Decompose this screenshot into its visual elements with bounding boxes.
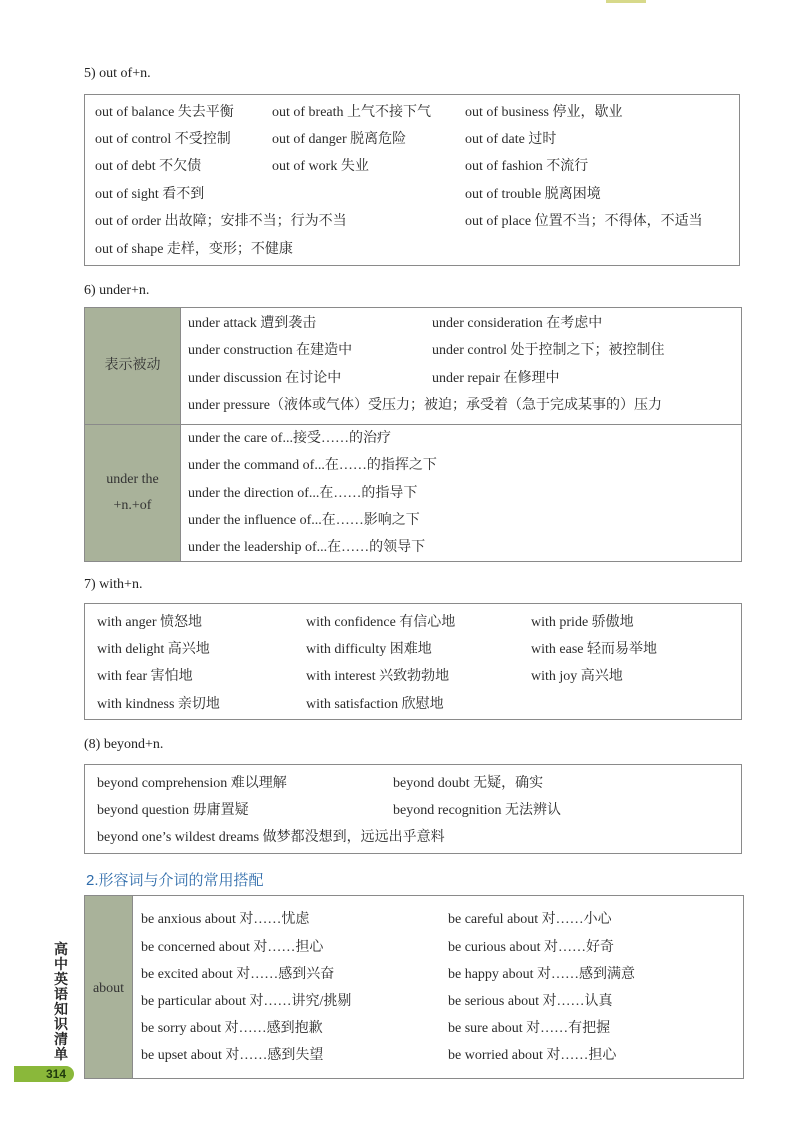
about-label: about (92, 981, 125, 996)
phrase-item: with confidence 有信心地 (306, 615, 456, 630)
side-title-char: 知 (54, 1002, 68, 1018)
side-title-char: 高 (54, 942, 68, 958)
phrase-item: under repair 在修理中 (432, 371, 560, 386)
phrase-item: out of place 位置不当；不得体，不适当 (465, 214, 703, 229)
phrase-item: out of control 不受控制 (95, 132, 231, 147)
phrase-item: under pressure（液体或气体）受压力；被迫；承受着（急于完成某事的）压力 (188, 398, 663, 413)
phrase-item: under the care of...接受……的治疗 (188, 431, 391, 446)
phrase-item: with kindness 亲切地 (97, 697, 220, 712)
phrase-item: beyond one’s wildest dreams 做梦都没想到，远远出乎意料 (97, 830, 445, 845)
phrase-item: be sure about 对……有把握 (448, 1021, 611, 1036)
phrase-item: out of fashion 不流行 (465, 159, 589, 174)
phrase-item: with joy 高兴地 (531, 669, 623, 684)
phrase-item: be concerned about 对……担心 (141, 940, 324, 955)
under-the-label-line1: under the (106, 472, 159, 487)
phrase-item: be particular about 对……讲究/挑剔 (141, 994, 352, 1009)
phrase-item: out of order 出故障；安排不当；行为不当 (95, 214, 347, 229)
phrase-item: with delight 高兴地 (97, 642, 210, 657)
section-7-heading: 7) with+n. (84, 577, 143, 592)
phrase-item: be serious about 对……认真 (448, 994, 613, 1009)
phrase-item: out of breath 上气不接下气 (272, 105, 432, 120)
side-title-char: 单 (54, 1047, 68, 1063)
phrase-item: out of shape 走样，变形；不健康 (95, 242, 293, 257)
side-title-char: 清 (54, 1032, 68, 1048)
top-decoration (606, 0, 646, 3)
phrase-item: out of debt 不欠债 (95, 159, 202, 174)
phrase-item: with pride 骄傲地 (531, 615, 634, 630)
phrase-item: out of date 过时 (465, 132, 557, 147)
under-the-label-cell (85, 425, 181, 561)
phrase-item: with interest 兴致勃勃地 (306, 669, 450, 684)
phrase-item: under the direction of...在……的指导下 (188, 486, 418, 501)
phrase-item: be anxious about 对……忧虑 (141, 912, 310, 927)
phrase-item: out of balance 失去平衡 (95, 105, 234, 120)
side-title-char: 识 (54, 1017, 68, 1033)
phrase-item: under discussion 在讨论中 (188, 371, 342, 386)
page-number: 314 (14, 1066, 74, 1082)
phrase-item: out of trouble 脱离困境 (465, 187, 601, 202)
section-5-heading: 5) out of+n. (84, 66, 151, 81)
side-title-char: 中 (54, 957, 68, 973)
section-6-heading: 6) under+n. (84, 283, 150, 298)
phrase-item: with satisfaction 欣慰地 (306, 697, 444, 712)
phrase-item: beyond comprehension 难以理解 (97, 776, 287, 791)
side-title-char: 语 (54, 987, 68, 1003)
phrase-item: out of danger 脱离危险 (272, 132, 407, 147)
phrase-item: be excited about 对……感到兴奋 (141, 967, 335, 982)
phrase-item: beyond recognition 无法辨认 (393, 803, 561, 818)
phrase-item: be careful about 对……小心 (448, 912, 612, 927)
part-2-title: 2.形容词与介词的常用搭配 (86, 872, 264, 889)
section-8-heading: (8) beyond+n. (84, 737, 164, 752)
phrase-item: be curious about 对……好奇 (448, 940, 615, 955)
phrase-item: with difficulty 困难地 (306, 642, 432, 657)
phrase-item: under construction 在建造中 (188, 343, 353, 358)
phrase-item: under the command of...在……的指挥之下 (188, 458, 437, 473)
phrase-item: under attack 遭到袭击 (188, 316, 317, 331)
phrase-item: with ease 轻而易举地 (531, 642, 657, 657)
under-the-label-line2: +n.+of (113, 498, 152, 513)
about-label-cell (85, 896, 133, 1078)
side-title-char: 英 (54, 972, 68, 988)
book-side-title (52, 943, 70, 1063)
phrase-item: beyond doubt 无疑，确实 (393, 776, 544, 791)
phrase-item: beyond question 毋庸置疑 (97, 803, 249, 818)
section-6-divider (84, 424, 742, 425)
phrase-item: be upset about 对……感到失望 (141, 1048, 324, 1063)
passive-label: 表示被动 (104, 358, 161, 373)
passive-label-cell (85, 308, 181, 424)
phrase-item: out of sight 看不到 (95, 187, 205, 202)
phrase-item: be worried about 对……担心 (448, 1048, 617, 1063)
phrase-item: out of work 失业 (272, 159, 369, 174)
phrase-item: out of business 停业，歇业 (465, 105, 623, 120)
phrase-item: under control 处于控制之下；被控制住 (432, 343, 665, 358)
phrase-item: be happy about 对……感到满意 (448, 967, 636, 982)
phrase-item: under the leadership of...在……的领导下 (188, 540, 426, 555)
phrase-item: be sorry about 对……感到抱歉 (141, 1021, 323, 1036)
phrase-item: under consideration 在考虑中 (432, 316, 603, 331)
phrase-item: under the influence of...在……影响之下 (188, 513, 420, 528)
phrase-item: with anger 愤怒地 (97, 615, 202, 630)
phrase-item: with fear 害怕地 (97, 669, 193, 684)
